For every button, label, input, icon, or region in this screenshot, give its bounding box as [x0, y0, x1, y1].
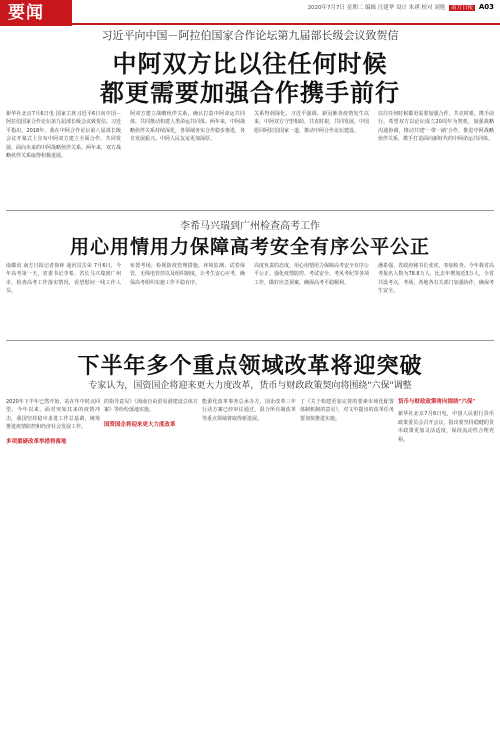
page-number: A03 — [478, 3, 494, 11]
divider-1 — [6, 210, 494, 211]
article1-headline-line1: 中阿双方比以往任何时候 — [112, 50, 388, 78]
article2-kicker: 李希马兴瑞到广州检查高考工作 — [180, 221, 320, 232]
section-label: 要闻 — [0, 0, 72, 26]
article2-col2: 布置考场，检视防疫管理措施，环境监测，试卷保管，无线电管控以及组织制度，让考生安心应考，确保高考组织实施工作平稳有序。 — [130, 263, 245, 286]
article3-body — [6, 398, 494, 743]
header-rule — [72, 23, 500, 25]
article3-col4: 了《关于构建更加完善的要素市场化配置体制机制的意见》，对文中提出的改革任务要加快推进实施。 — [300, 399, 394, 422]
article3-col5 — [398, 398, 494, 743]
divider-2 — [6, 340, 494, 341]
article1-col4: 以往任何时候都更需要加强合作，共克时艰。携手前行。希望双方以论坛成立20周年为契机，加强战略沟通协调，推动共建'一带一路'合作，推进中阿战略伙伴关系，携手打造面向新时代的中阿命运共同体。 — [378, 111, 494, 143]
article3-col1-text: 2020年下半年已然开始，站在年中时点回望，今年以来，面对突如其来的疫情冲击，我国坚持稳中求进工作总基调，统筹推进疫情防控和经济社会发展工作。 — [6, 399, 100, 431]
section-title-1: 多项重磅改革举措将落地 — [6, 438, 67, 445]
paper-name: 南方日报 — [451, 5, 474, 11]
header-meta — [308, 3, 494, 11]
article2-col4: 潘希强、省政府秘书长张虎，参加检查。今年我省高考报名人数为78.8万人，比去年增加近3万人，全省共设考点，考场，各地各有关部门加强协作，确保考生安全。 — [378, 263, 494, 295]
article3-col1 — [6, 398, 100, 743]
article1-body — [6, 110, 494, 202]
article3-col2-text: 的指导意见》《海南自由贸易港建设总体方案》等纷纷落地实施。 — [104, 399, 198, 414]
article1-headline-line2: 都更需要加强合作携手前行 — [100, 79, 400, 107]
section-title-3: 货币与财政政策将向围绕"六保" — [398, 399, 476, 405]
article3-headline: 下半年多个重点领域改革将迎突破 — [77, 354, 423, 379]
article2-body — [6, 262, 494, 332]
article3-col3: 能源化改革事务总承办方，国企改革三年行动方案已经审议通过，混合所有制改革等重点领域将取得新进展。 — [202, 399, 296, 422]
article2-headline: 用心用情用力保障高考安全有序公平公正 — [69, 236, 430, 258]
article3-col5-text: 新华社北京7月6日电，中国人民银行货币政策委员会召开会议，指出要坚持稳健的货币政策更加灵活适度，保持流动性合理充裕。 — [398, 411, 494, 443]
article2-col3: 高度负责的态度，用心用情用力保障高考安全有序公平公正。强化疫情防控、考试安全、考风考纪等各项工作，做好应急预案，确保高考平稳顺利。 — [254, 263, 369, 286]
article3-col2 — [104, 398, 198, 743]
article1-col3: 关系得到深化。习近平强调，新冠肺炎疫情发生以来，中阿双方守望相助、共克时艰，共同发展。中国愿同阿拉伯国家一道，推动中阿合作论坛建设。 — [254, 111, 369, 134]
article1-kicker: 习近平向中国－阿拉伯国家合作论坛第九届部长级会议致贺信 — [101, 29, 399, 42]
page-header — [0, 0, 500, 26]
date-line: 2020年7月7日 星期二 编辑 汪建华 设计 朱祺 校对 刘艳 — [307, 5, 446, 11]
article3-subhead: 专家认为，国资国企将迎来更大力度改革，货币与财政政策契向将围绕"六保"调整 — [88, 381, 412, 391]
article2-col1: 南都讯 南方日报记者徐林 通讯员岳荣 7月6日，今年高考第一天，省委书记李希、省长马兴瑞到广州市，检查高考工作落实情况，看望慰问一线工作人员。 — [6, 263, 121, 295]
article1-col1: 新华社北京7月6日电 国家主席习近平6日向中国－阿拉伯国家合作论坛第九届部长级会议致贺信。习近平指出，2018年，我在中阿合作论坛第八届部长级会议开幕式上宣布中阿双方建立全面合作、共同发展、面向未来的中阿战略伙伴关系。两年来，双方战略伙伴关系取得积极进展。 — [6, 111, 121, 160]
section-title-2: 国资国企将迎来更大力度改革 — [104, 421, 176, 428]
article1-col2: 阿双方建立战略伙伴关系，确认打造中阿命运共同体。共同推动构建人类命运共同体。两年来，中阿战略伙伴关系持续深化，各领域务实合作稳步推进，各自发展振兴。中阿人民友谊更加深厚。 — [130, 111, 245, 143]
